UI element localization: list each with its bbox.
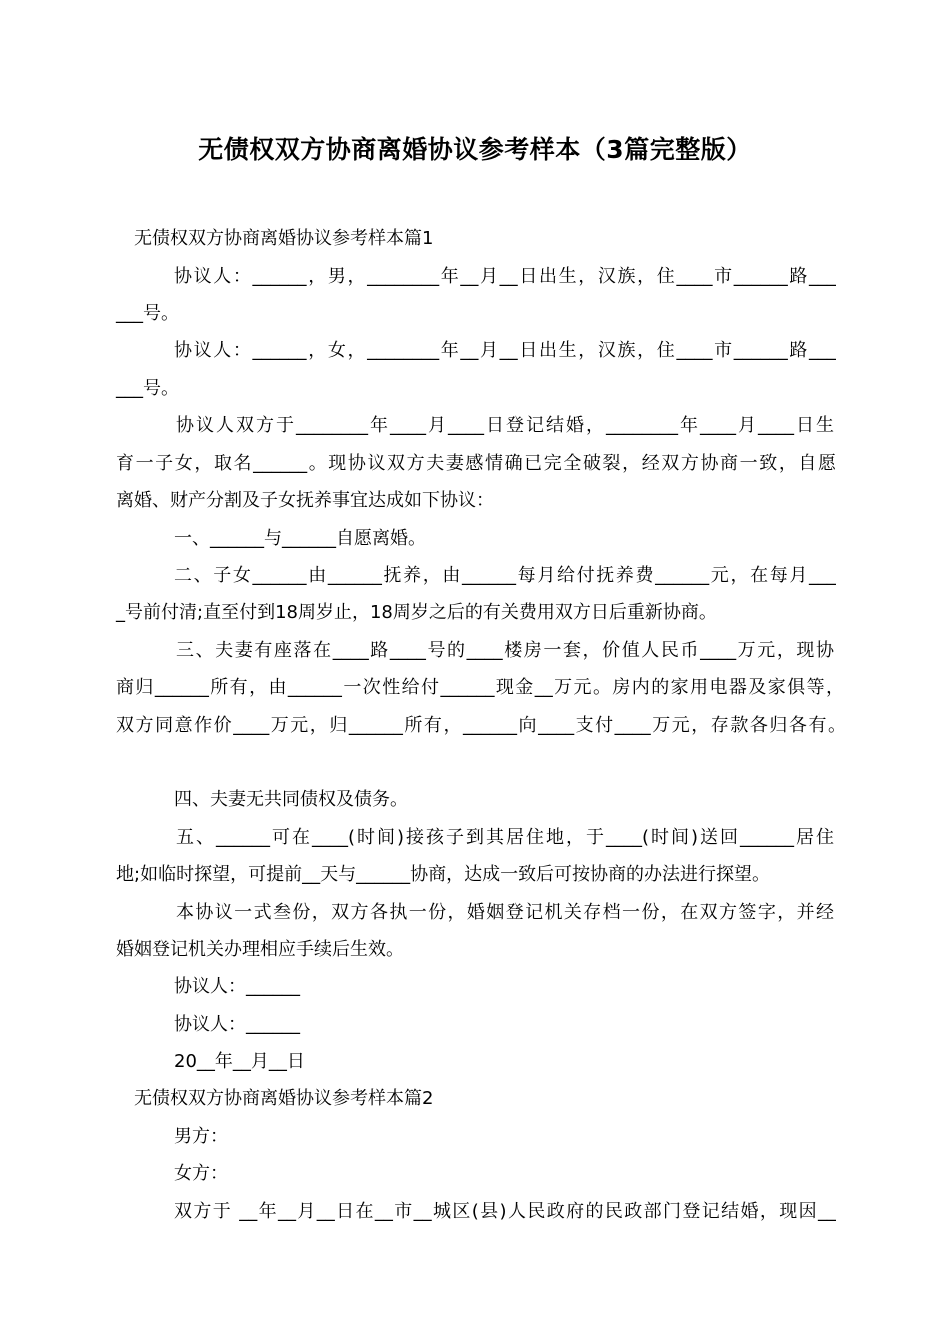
paragraph-line: 婚姻登记机关办理相应手续后生效。 — [116, 939, 404, 960]
document-title: 无债权双方协商离婚协议参考样本（3篇完整版） — [198, 135, 752, 164]
paragraph-line: 双方于 __年__月__日在__市__城区(县)人民政府的民政部门登记结婚，现因__ — [174, 1201, 836, 1222]
paragraph-line: 五、______可在____(时间)接孩子到其居住地，于____(时间)送回______居住 — [176, 827, 834, 848]
paragraph-line: 三、夫妻有座落在____路____号的____楼房一套，价值人民币____万元，现协 — [176, 640, 834, 661]
signature-line: 协议人：______ — [174, 976, 300, 997]
paragraph-line: 本协议一式叁份，双方各执一份，婚姻登记机关存档一份，在双方签字，并经 — [176, 902, 834, 923]
paragraph-line: _号前付清;直至付到18周岁止，18周岁之后的有关费用双方日后重新协商。 — [116, 602, 717, 623]
section-heading-1: 无债权双方协商离婚协议参考样本篇1 — [134, 228, 434, 249]
paragraph-line: 二、子女______由______抚养，由______每月给付抚养费______元，在每月___ — [174, 565, 836, 586]
signature-line: 协议人：______ — [174, 1014, 300, 1035]
paragraph-line: 育一子女，取名______。现协议双方夫妻感情确已完全破裂，经双方协商一致，自愿 — [116, 453, 836, 474]
paragraph-line: 协议人：______，女，________年__月__日出生，汉族，住____市______路___ — [174, 340, 836, 361]
paragraph-line: 女方： — [174, 1163, 228, 1184]
paragraph-line: 四、夫妻无共同债权及债务。 — [174, 789, 408, 810]
date-line: 20__年__月__日 — [174, 1051, 305, 1072]
paragraph-line: ___号。 — [116, 378, 179, 399]
paragraph-line: 双方同意作价____万元，归______所有，______向____支付____万元，存款各归各有。 — [116, 715, 846, 736]
paragraph-line: 男方： — [174, 1126, 228, 1147]
paragraph-line: 商归______所有，由______一次性给付______现金__万元。房内的家用电器及家俱等， — [116, 677, 844, 698]
paragraph-line: 地;如临时探望，可提前__天与______协商，达成一致后可按协商的办法进行探望。 — [116, 864, 771, 885]
paragraph-line: 离婚、财产分割及子女抚养事宜达成如下协议： — [116, 490, 494, 511]
paragraph-line: ___号。 — [116, 303, 179, 324]
paragraph-line: 协议人双方于________年____月____日登记结婚，________年____月____日生 — [176, 415, 834, 436]
paragraph-line: 一、______与______自愿离婚。 — [174, 528, 426, 549]
paragraph-line: 协议人：______，男，________年__月__日出生，汉族，住____市______路___ — [174, 266, 836, 287]
section-heading-2: 无债权双方协商离婚协议参考样本篇2 — [134, 1088, 434, 1109]
